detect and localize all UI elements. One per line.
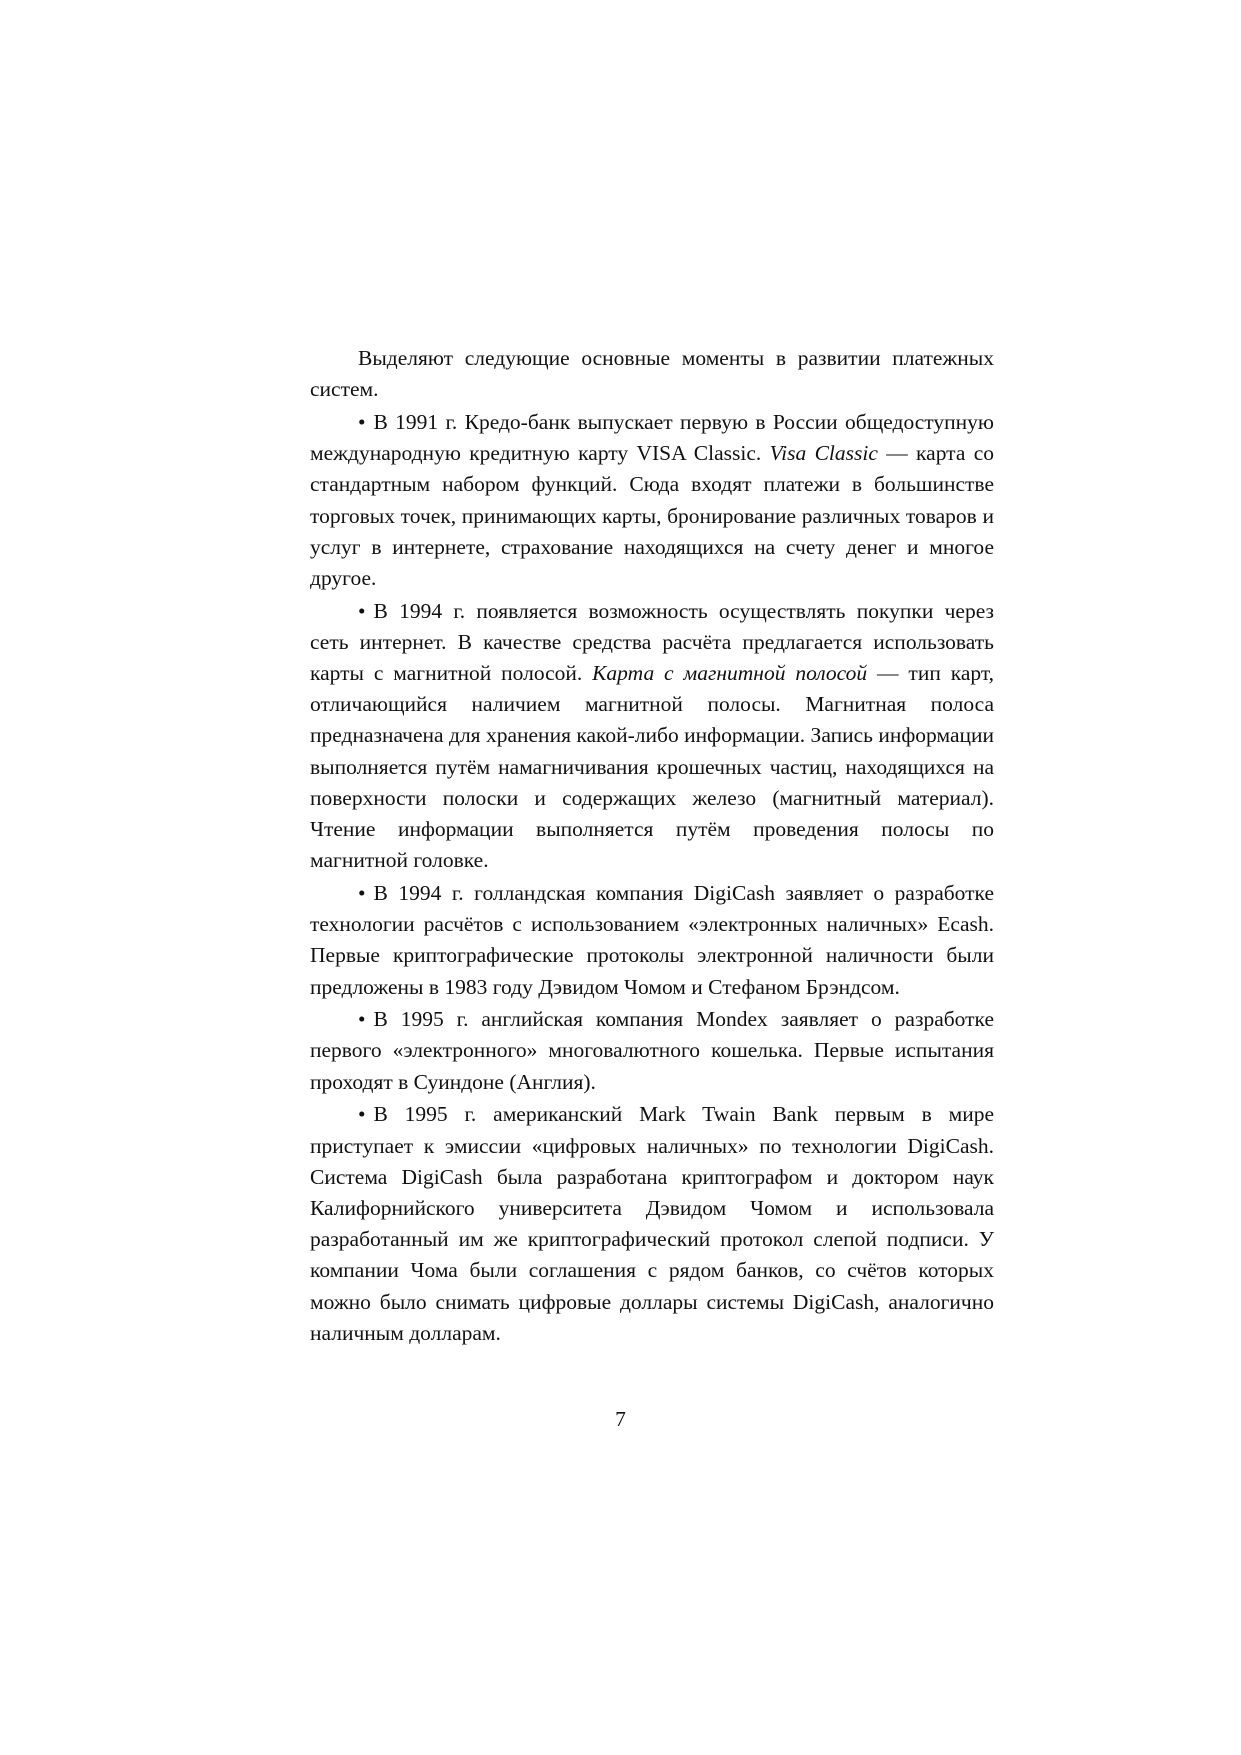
list-item-1995-mark-twain	[310, 1099, 994, 1349]
intro-paragraph: Выделяют следующие основные моменты в развитии платежных систем.	[310, 346, 994, 402]
list-item-text: — тип карт, отличающийся наличием магнитной полосы. Магнитная полоса предназначена для хранения какой-либо информации. Запись информации выполняется путём намагничивания крошечных частиц, находящихся на поверхности полоски и содержащих железо (магнитный материал). Чтение информации выполняется путём проведения полосы по магнитной головке.	[310, 661, 994, 873]
page-number: 7	[615, 1407, 626, 1431]
list-item-text: В 1994 г. появляется возможность осуществлять покупки через сеть интернет. В качестве средства расчёта предлагается использовать карты с магнитной полосой.	[310, 598, 994, 686]
page-body	[310, 343, 994, 1351]
list-item-text: В 1991 г. Кредо-банк выпускает первую в России общедоступную международную кредитную карту VISA Classic.	[310, 409, 994, 466]
bullet-icon: •	[358, 1007, 366, 1032]
list-item-text: В 1994 г. голландская компания DigiCash заявляет о разработке технологии расчётов с использованием «электронных наличных» Ecash. Первые криптографические протоколы электронной наличности были предложены в 1983 году Дэвидом Чомом и Стефаном Брэндсом.	[310, 880, 994, 999]
list-item-1994-digicash	[310, 878, 994, 1003]
bullet-icon: •	[358, 880, 366, 905]
list-item-1994-internet	[310, 596, 994, 877]
list-item-text: — карта со стандартным набором функций. Сюда входят платежи в большинстве торговых точек, принимающих карты, бронирование различных товаров и услуг в интернете, страхование находящихся на счету денег и многое другое.	[310, 441, 995, 590]
bullet-icon: •	[358, 1102, 366, 1127]
list-item-text: В 1995 г. американский Mark Twain Bank первым в мире приступает к эмиссии «цифровых наличных» по технологии DigiCash. Система DigiCash была разработана криптографом и доктором наук Калифорнийского университета Дэвидом Чомом и использовала разработанный им же криптографический протокол слепой подписи. У компании Чома были соглашения с рядом банков, со счётов которых можно было снимать цифровые доллары системы DigiCash, аналогично наличным долларам.	[310, 1102, 994, 1345]
list-item-1995-mondex	[310, 1004, 994, 1098]
bullet-icon: •	[358, 598, 366, 623]
term-magnetic-card: Карта с магнитной полосой	[592, 661, 868, 686]
list-item-1991	[310, 407, 994, 594]
list-item-text: В 1995 г. английская компания Mondex заявляет о разработке первого «электронного» многовалютного кошелька. Первые испытания проходят в Суиндоне (Англия).	[310, 1007, 994, 1094]
bullet-icon: •	[358, 409, 366, 434]
term-visa-classic: Visa Classic	[769, 441, 878, 466]
